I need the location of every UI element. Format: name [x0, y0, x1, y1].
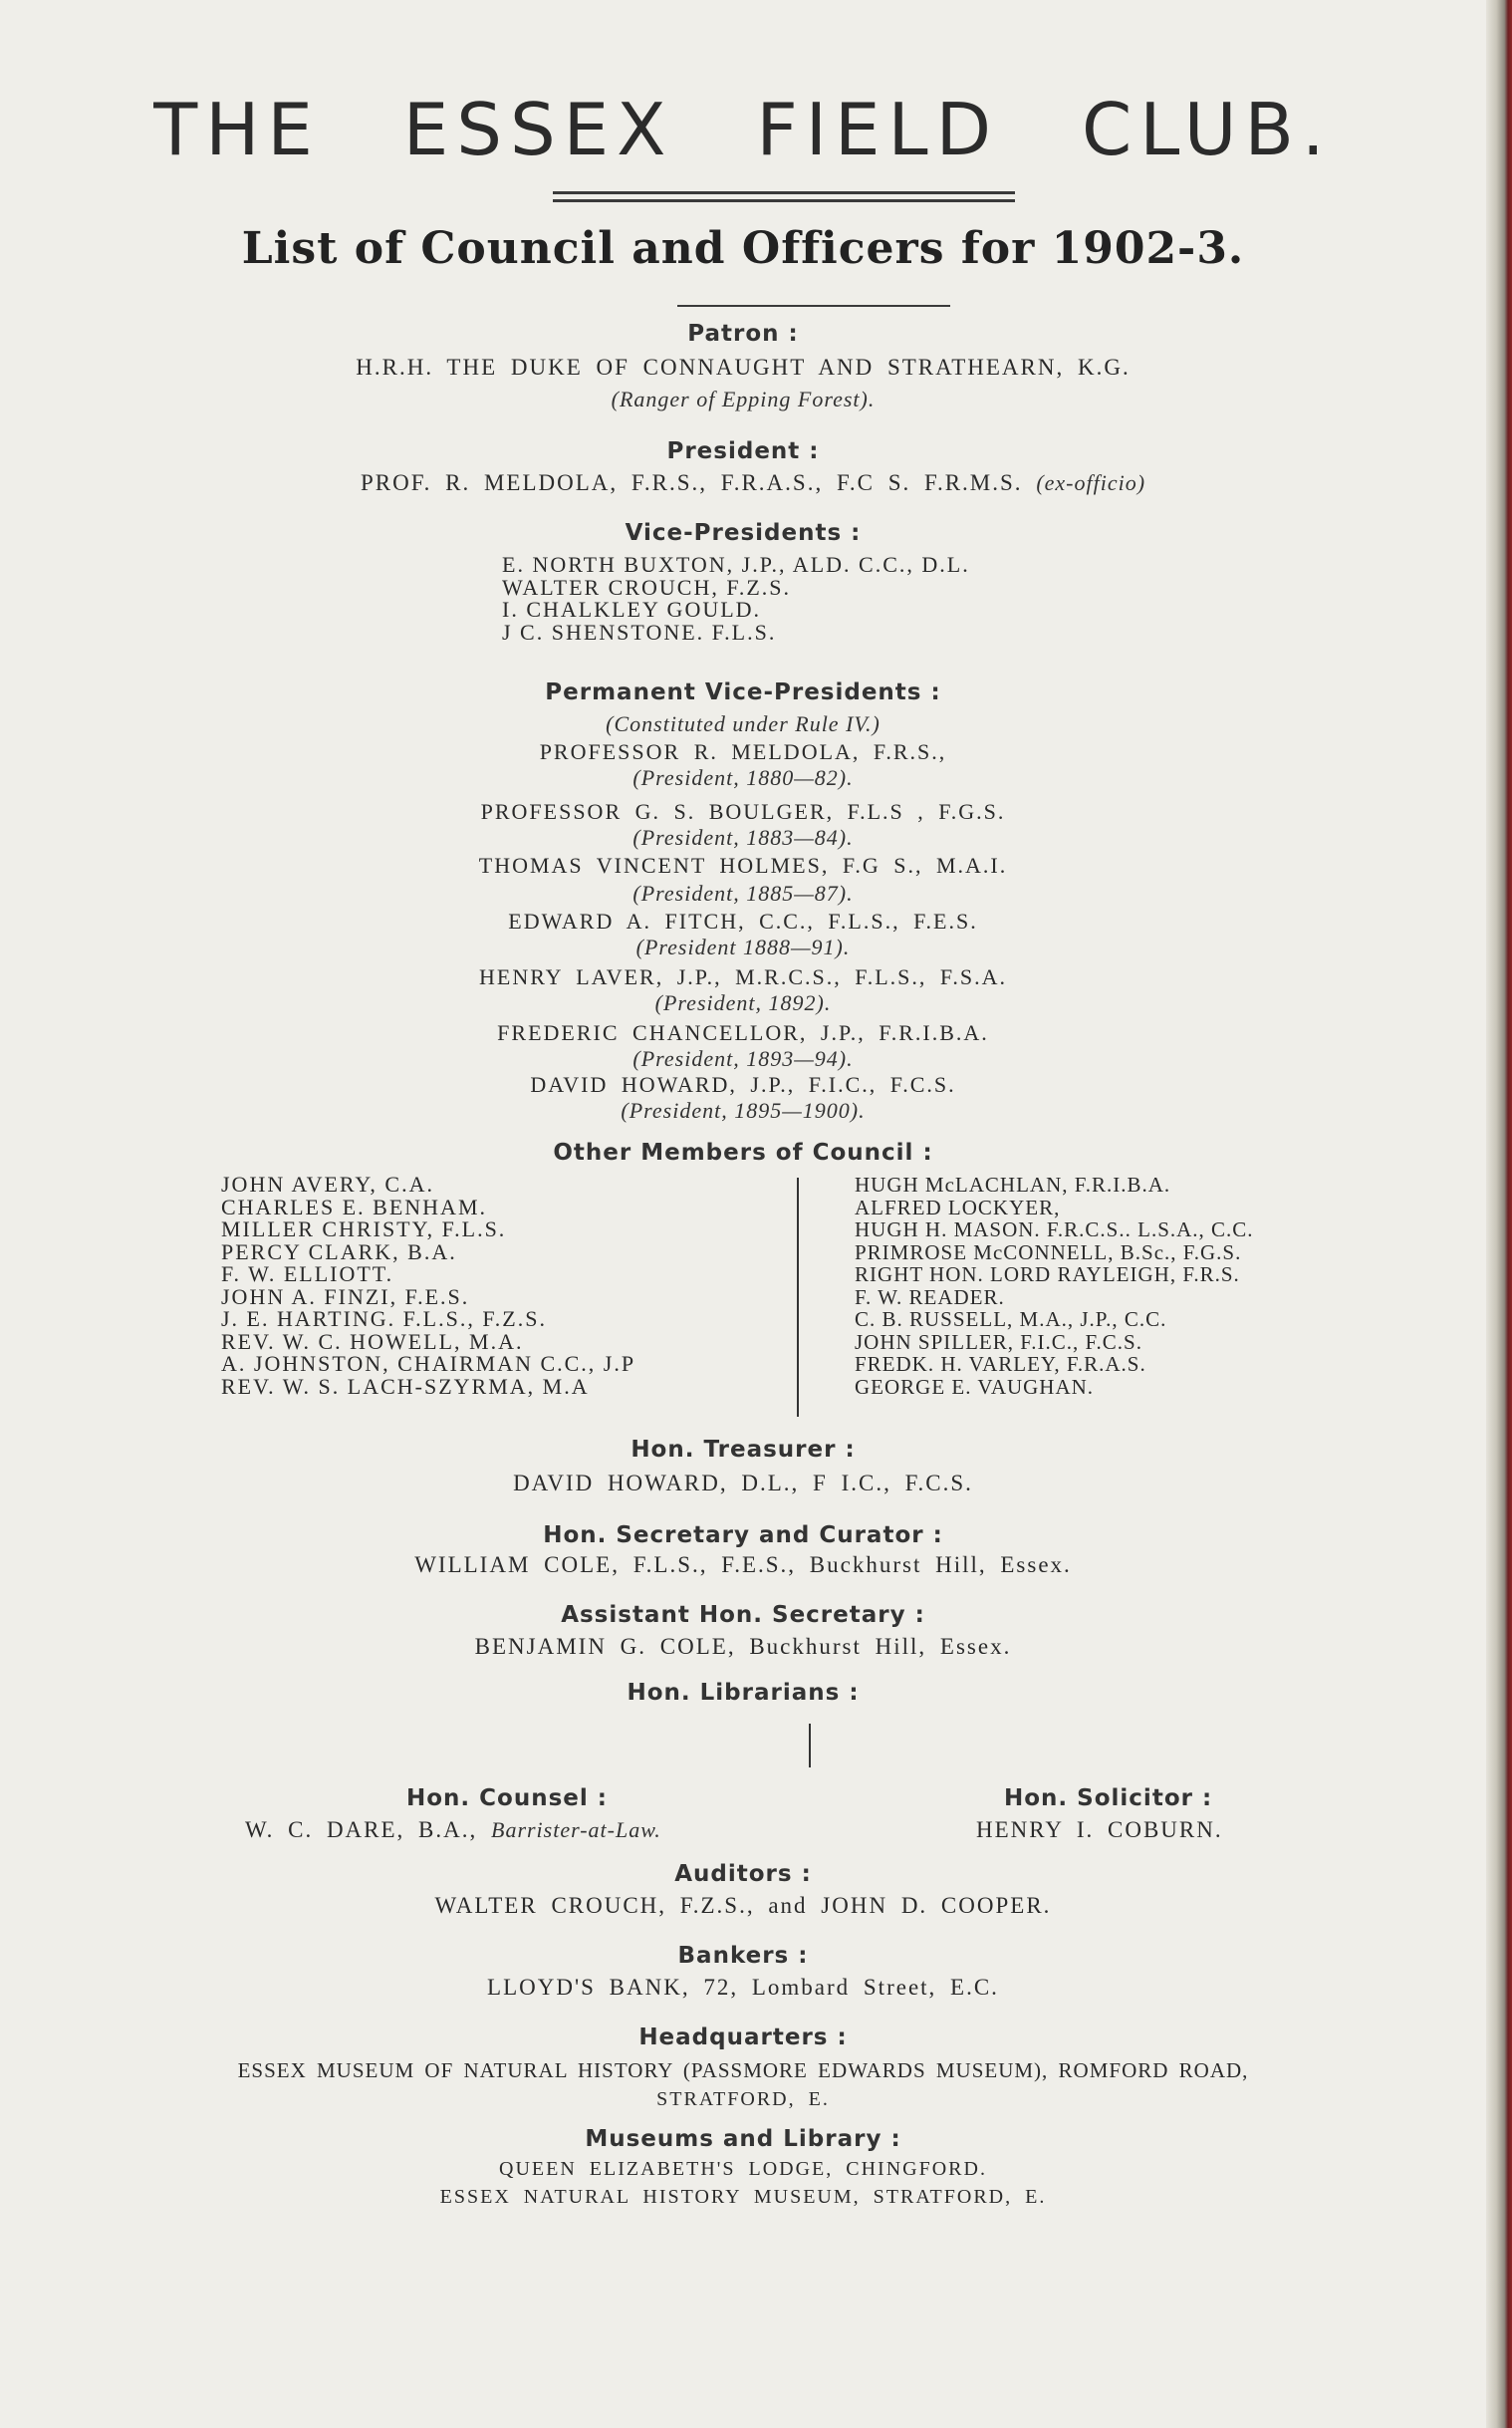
museums-heading: Museums and Library : [585, 2126, 901, 2152]
pvp-entry: THOMAS VINCENT HOLMES, F.G S., M.A.I. [478, 853, 1008, 878]
pvp-entry-note: (President, 1893—94). [632, 1046, 854, 1071]
subtitle-rule [677, 305, 950, 307]
council-member: FREDK. H. VARLEY, F.R.A.S. [855, 1352, 1146, 1376]
council-member: PRIMROSE McCONNELL, B.Sc., F.G.S. [855, 1239, 1242, 1264]
solicitor-name: HENRY I. COBURN. [976, 1817, 1223, 1842]
librarians-vacant-mark [809, 1724, 811, 1767]
counsel-heading: Hon. Counsel : [406, 1785, 608, 1811]
council-member: J. E. HARTING. F.L.S., F.Z.S. [221, 1306, 547, 1331]
page-title: THE ESSEX FIELD CLUB. [153, 88, 1333, 171]
museums-line2: ESSEX NATURAL HISTORY MUSEUM, STRATFORD, E. [439, 2186, 1047, 2208]
council-member: JOHN A. FINZI, F.E.S. [221, 1283, 470, 1309]
title-double-rule-top [553, 191, 1015, 194]
title-double-rule-bottom [553, 199, 1015, 202]
auditors-names: WALTER CROUCH, F.Z.S., and JOHN D. COOPER. [434, 1893, 1052, 1918]
vice-president-name: I. CHALKLEY GOULD. [502, 597, 762, 622]
museums-line1: QUEEN ELIZABETH'S LODGE, CHINGFORD. [499, 2158, 987, 2180]
assistant-secretary-heading: Assistant Hon. Secretary : [561, 1602, 925, 1628]
librarians-heading: Hon. Librarians : [627, 1680, 860, 1706]
vice-president-name: E. NORTH BUXTON, J.P., ALD. C.C., D.L. [502, 552, 970, 577]
pvp-entry: FREDERIC CHANCELLOR, J.P., F.R.I.B.A. [497, 1020, 989, 1045]
patron-heading: Patron : [687, 321, 799, 347]
president-heading: President : [666, 438, 820, 464]
treasurer-name: DAVID HOWARD, D.L., F I.C., F.C.S. [513, 1471, 973, 1495]
president-note: (ex-officio) [1036, 470, 1146, 495]
headquarters-address-line2: STRATFORD, E. [656, 2088, 830, 2110]
bankers-name: LLOYD'S BANK, 72, Lombard Street, E.C. [487, 1975, 999, 2000]
counsel-name: W. C. DARE, B.A., [245, 1817, 478, 1842]
document-subtitle: List of Council and Officers for 1902-3. [241, 223, 1245, 274]
council-member: C. B. RUSSELL, M.A., J.P., C.C. [855, 1307, 1167, 1331]
council-member: A. JOHNSTON, CHAIRMAN C.C., J.P [221, 1351, 636, 1376]
council-left-column [221, 1174, 635, 1398]
council-member: CHARLES E. BENHAM. [221, 1194, 488, 1219]
pvp-entry: HENRY LAVER, J.P., M.R.C.S., F.L.S., F.S.A. [479, 964, 1007, 989]
pvp-entry: DAVID HOWARD, J.P., F.I.C., F.C.S. [530, 1072, 956, 1097]
pvp-entry-note: (President, 1892). [654, 990, 832, 1015]
council-member: ALFRED LOCKYER, [855, 1195, 1061, 1219]
president-line [0, 470, 1486, 496]
pvp-entry-note: (President, 1895—1900). [621, 1098, 866, 1123]
headquarters-address-line1: ESSEX MUSEUM OF NATURAL HISTORY (PASSMORE EDWARDS MUSEUM), ROMFORD ROAD, [237, 2058, 1249, 2082]
council-column-divider [797, 1178, 799, 1417]
secretary-name: WILLIAM COLE, F.L.S., F.E.S., Buckhurst Hill, Essex. [414, 1552, 1072, 1577]
council-member: REV. W. S. LACH-SZYRMA, M.A [221, 1373, 590, 1399]
counsel-line [245, 1817, 661, 1843]
council-member: HUGH H. MASON. F.R.C.S.. L.S.A., C.C. [855, 1217, 1254, 1241]
counsel-title: Barrister-at-Law. [491, 1817, 661, 1842]
council-member: RIGHT HON. LORD RAYLEIGH, F.R.S. [855, 1262, 1240, 1286]
patron-name: H.R.H. THE DUKE OF CONNAUGHT AND STRATHEARN, K.G. [356, 355, 1131, 380]
permanent-vice-presidents-heading: Permanent Vice-Presidents : [545, 679, 941, 705]
council-member: F. W. ELLIOTT. [221, 1261, 394, 1286]
bankers-heading: Bankers : [677, 1943, 809, 1969]
pvp-entry-note: (President, 1880—82). [632, 765, 854, 790]
pvp-entry-note: (President 1888—91). [635, 935, 851, 959]
patron-note: (Ranger of Epping Forest). [611, 387, 876, 411]
council-heading: Other Members of Council : [553, 1140, 933, 1166]
secretary-heading: Hon. Secretary and Curator : [543, 1522, 943, 1548]
council-member: REV. W. C. HOWELL, M.A. [221, 1328, 524, 1354]
assistant-secretary-name: BENJAMIN G. COLE, Buckhurst Hill, Essex. [474, 1634, 1012, 1659]
council-member: F. W. READER. [855, 1284, 1005, 1309]
page-binding-edge [1486, 0, 1512, 2428]
council-member: PERCY CLARK, B.A. [221, 1238, 457, 1264]
council-member: GEORGE E. VAUGHAN. [855, 1374, 1095, 1399]
council-member: MILLER CHRISTY, F.L.S. [221, 1216, 507, 1241]
council-member: HUGH McLACHLAN, F.R.I.B.A. [855, 1173, 1171, 1197]
solicitor-heading: Hon. Solicitor : [1004, 1785, 1213, 1811]
pvp-entry: PROFESSOR G. S. BOULGER, F.L.S , F.G.S. [480, 799, 1006, 824]
president-name: PROF. R. MELDOLA, F.R.S., F.R.A.S., F.C S. F.R.M.S. [360, 470, 1023, 495]
pvp-entry: PROFESSOR R. MELDOLA, F.R.S., [539, 739, 947, 764]
council-right-column [855, 1174, 1254, 1398]
vice-president-name: J C. SHENSTONE. F.L.S. [502, 619, 777, 645]
council-member: JOHN SPILLER, F.I.C., F.C.S. [855, 1329, 1142, 1354]
auditors-heading: Auditors : [674, 1861, 812, 1887]
pvp-entry: EDWARD A. FITCH, C.C., F.L.S., F.E.S. [508, 909, 978, 934]
vice-presidents-list [502, 554, 970, 644]
vice-presidents-heading: Vice-Presidents : [625, 520, 862, 546]
headquarters-heading: Headquarters : [638, 2024, 848, 2050]
treasurer-heading: Hon. Treasurer : [630, 1437, 856, 1463]
vice-president-name: WALTER CROUCH, F.Z.S. [502, 574, 792, 600]
council-member: JOHN AVERY, C.A. [221, 1172, 434, 1197]
pvp-entry-note: (President, 1885—87). [632, 881, 854, 906]
permanent-vice-presidents-note: (Constituted under Rule IV.) [606, 711, 881, 736]
pvp-entry-note: (President, 1883—84). [632, 825, 854, 850]
